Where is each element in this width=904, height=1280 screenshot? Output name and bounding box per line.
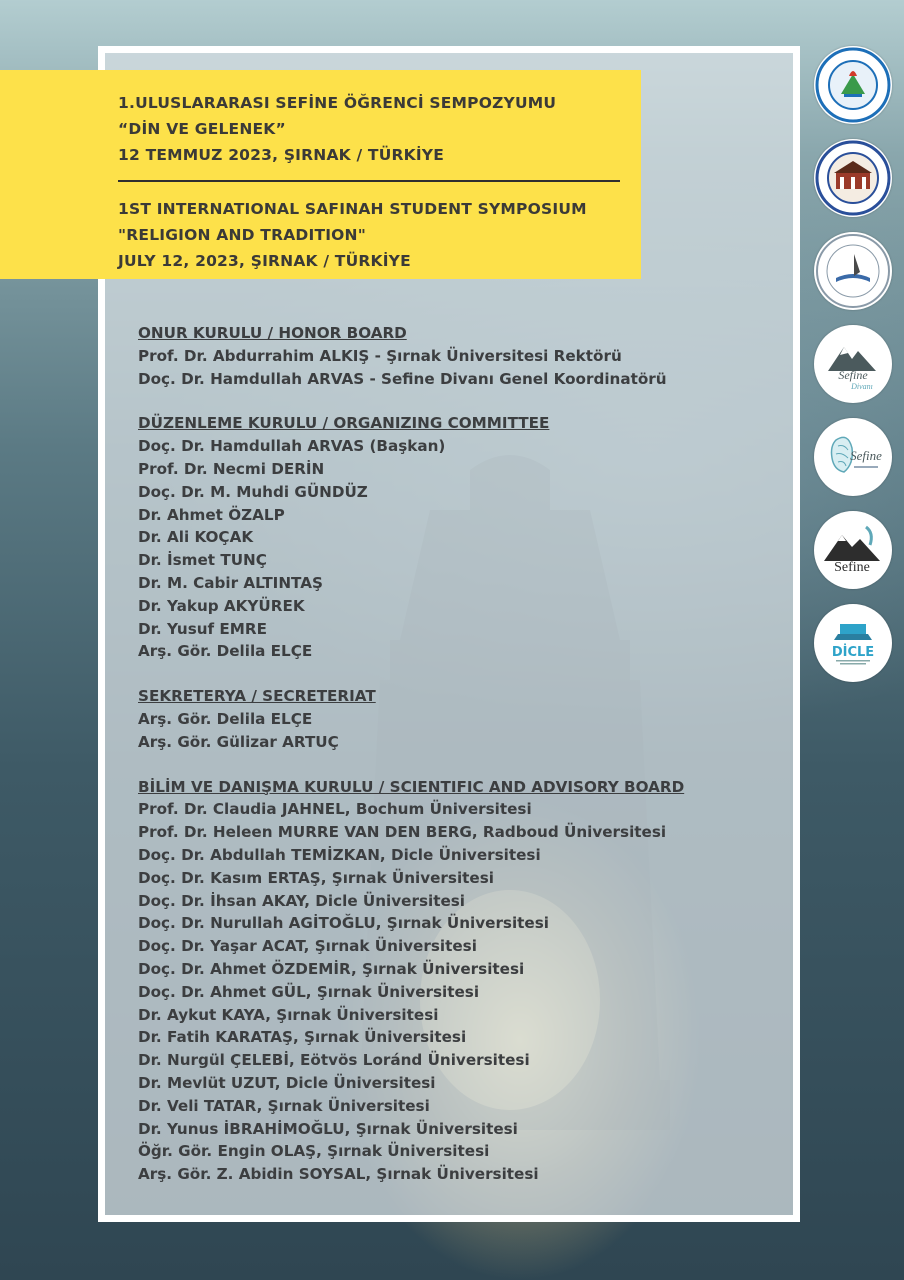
member-entry: Doç. Dr. Hamdullah ARVAS (Başkan) — [138, 437, 446, 456]
svg-text:Sefine: Sefine — [838, 368, 868, 382]
english-title-line: "RELIGION AND TRADITION" — [118, 226, 367, 244]
member-entry: Prof. Dr. Heleen MURRE VAN DEN BERG, Radboud Üniversitesi — [138, 823, 667, 842]
member-entry: Doç. Dr. Ahmet GÜL, Şırnak Üniversitesi — [138, 982, 480, 1001]
english-title-block — [118, 196, 641, 274]
member-entry: Doç. Dr. Nurullah AGİTOĞLU, Şırnak Üniversitesi — [138, 914, 549, 933]
svg-text:DİCLE: DİCLE — [831, 645, 875, 660]
member-entry: Dr. Aykut KAYA, Şırnak Üniversitesi — [138, 1005, 439, 1024]
svg-text:Sefine: Sefine — [834, 560, 870, 575]
member-entry: Doç. Dr. Hamdullah ARVAS - Sefine Divanı Genel Koordinatörü — [138, 369, 667, 388]
member-entry: Doç. Dr. M. Muhdi GÜNDÜZ — [138, 482, 368, 501]
member-entry: Dr. Yusuf EMRE — [138, 619, 267, 638]
turkish-title-line: 1.ULUSLARARASI SEFİNE ÖĞRENCİ SEMPOZYUMU — [118, 94, 557, 112]
section-title: BİLİM VE DANIŞMA KURULU / SCIENTIFIC AND ADVISORY BOARD — [138, 777, 685, 796]
member-entry: Dr. Yakup AKYÜREK — [138, 596, 305, 615]
member-entry: Arş. Gör. Delila ELÇE — [138, 709, 313, 728]
institution-logos — [814, 46, 894, 697]
member-entry: Prof. Dr. Claudia JAHNEL, Bochum Üniversitesi — [138, 800, 532, 819]
member-entry: Dr. Nurgül ÇELEBİ, Eötvös Loránd Üniversitesi — [138, 1051, 530, 1070]
sirnak-university-seal-icon — [814, 46, 892, 124]
section-title: ONUR KURULU / HONOR BOARD — [138, 324, 407, 342]
dicle-ilahiyat-faculty-seal-icon — [814, 232, 892, 310]
member-entry: Doç. Dr. Kasım ERTAŞ, Şırnak Üniversitesi — [138, 868, 494, 887]
turkish-title-block — [118, 90, 641, 168]
member-entry: Dr. Ali KOÇAK — [138, 528, 254, 547]
member-entry: Doç. Dr. Ahmet ÖZDEMİR, Şırnak Üniversitesi — [138, 959, 525, 978]
svg-text:Divanı: Divanı — [851, 382, 873, 391]
member-entry: Doç. Dr. İhsan AKAY, Dicle Üniversitesi — [138, 891, 466, 910]
committee-section — [138, 685, 788, 753]
committee-list — [138, 322, 788, 1208]
committee-section — [138, 412, 788, 663]
sefine-journal-logo-icon — [814, 418, 892, 496]
english-title-line: 1ST INTERNATIONAL SAFINAH STUDENT SYMPOSIUM — [118, 200, 587, 218]
committee-section — [138, 322, 788, 390]
english-title-line: JULY 12, 2023, ŞIRNAK / TÜRKİYE — [118, 252, 411, 270]
sefine-divani-logo-icon — [814, 325, 892, 403]
section-title: SEKRETERYA / SECRETERIAT — [138, 687, 376, 706]
member-entry: Dr. İsmet TUNÇ — [138, 551, 267, 570]
sirnak-ilahiyat-faculty-seal-icon — [814, 139, 892, 217]
dicle-logo-icon — [814, 604, 892, 682]
member-entry: Doç. Dr. Abdullah TEMİZKAN, Dicle Üniversitesi — [138, 845, 541, 864]
member-entry: Prof. Dr. Abdurrahim ALKIŞ - Şırnak Üniversitesi Rektörü — [138, 346, 622, 365]
svg-text:Sefine: Sefine — [850, 448, 882, 463]
member-entry: Öğr. Gör. Engin OLAŞ, Şırnak Üniversitesi — [138, 1142, 490, 1161]
member-entry: Dr. M. Cabir ALTINTAŞ — [138, 573, 323, 592]
section-title: DÜZENLEME KURULU / ORGANIZING COMMITTEE — [138, 414, 550, 433]
member-entry: Prof. Dr. Necmi DERİN — [138, 459, 325, 478]
member-entry: Arş. Gör. Gülizar ARTUÇ — [138, 732, 339, 751]
symposium-header — [0, 70, 641, 279]
member-entry: Dr. Fatih KARATAŞ, Şırnak Üniversitesi — [138, 1028, 467, 1047]
sefine-student-logo-icon — [814, 511, 892, 589]
committee-section — [138, 776, 788, 1186]
member-entry: Arş. Gör. Z. Abidin SOYSAL, Şırnak Üniversitesi — [138, 1165, 539, 1184]
member-entry: Dr. Ahmet ÖZALP — [138, 505, 285, 524]
member-entry: Dr. Veli TATAR, Şırnak Üniversitesi — [138, 1096, 430, 1115]
member-entry: Doç. Dr. Yaşar ACAT, Şırnak Üniversitesi — [138, 937, 477, 956]
turkish-title-line: 12 TEMMUZ 2023, ŞIRNAK / TÜRKİYE — [118, 146, 445, 164]
turkish-title-line: “DİN VE GELENEK” — [118, 120, 286, 138]
member-entry: Dr. Yunus İBRAHİMOĞLU, Şırnak Üniversitesi — [138, 1119, 518, 1138]
member-entry: Arş. Gör. Delila ELÇE — [138, 642, 313, 661]
header-divider — [118, 180, 620, 182]
member-entry: Dr. Mevlüt UZUT, Dicle Üniversitesi — [138, 1073, 436, 1092]
